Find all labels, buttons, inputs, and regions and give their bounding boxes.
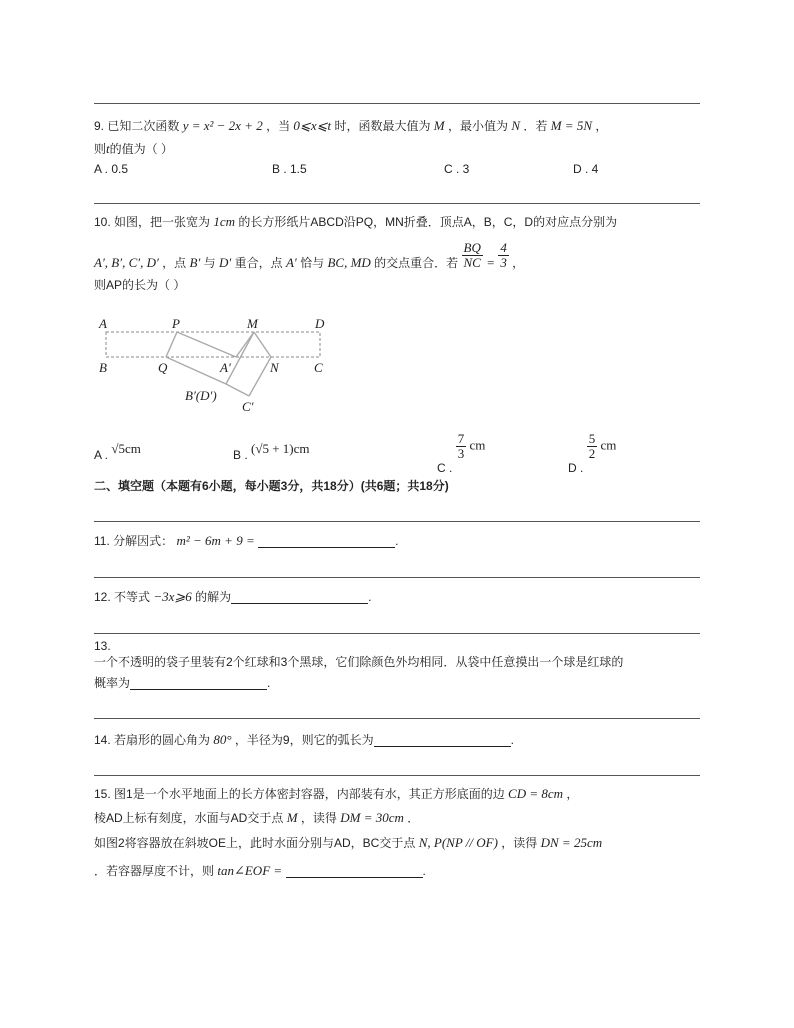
divider-q15 <box>94 775 700 776</box>
fold-line-mn <box>254 332 271 357</box>
label-C-prime: C′ <box>242 399 254 414</box>
q10-option-a[interactable]: A . √5cm <box>94 441 141 462</box>
label-Q: Q <box>158 360 168 375</box>
q14-answer-blank[interactable] <box>374 735 511 747</box>
q9-function: y = x² − 2x + 2 <box>182 118 263 133</box>
divider-q13 <box>94 633 700 634</box>
q9-line2: 则t的值为（ ） <box>94 141 173 156</box>
section-heading-fill-in: 二、填空题（本题有6小题，每小题3分，共18分）(共6题；共18分) <box>94 479 449 493</box>
divider-q14 <box>94 718 700 719</box>
q10-folding-figure <box>90 310 350 420</box>
q9-option-c[interactable]: C . 3 <box>444 162 470 176</box>
divider-q9 <box>94 103 700 104</box>
q15-line2: 棱AD上标有刻度，水面与AD交于点 M ，读得 DM = 30cm ． <box>94 810 420 825</box>
q13-line2: 概率为 . <box>94 676 271 690</box>
label-A-prime: A′ <box>220 360 231 375</box>
q12-answer-blank[interactable] <box>231 592 368 604</box>
q11-line: 11. 分解因式： m² − 6m + 9 = . <box>94 533 399 548</box>
q9-line1: 9. 已知二次函数 y = x² − 2x + 2 ，当 0⩽x⩽t 时，函数最大值为 M ，最小值为 N ．若 M = 5N ， <box>94 118 608 133</box>
label-P: P <box>172 316 180 331</box>
q10-line2: A′, B′, C′, D′ ，点 B′ 与 D′ 重合，点 A′ 恰与 BC, MD 的交点重合．若 $\frac{BQ}{NC}$ = $\frac{4}{3}$ ， <box>94 240 525 271</box>
q15-line4: ．若容器厚度不计，则 tan∠EOF = . <box>94 863 426 878</box>
label-N: N <box>270 360 279 375</box>
fold-edge-q-b2 <box>166 357 226 384</box>
label-M: M <box>247 316 258 331</box>
fold-edge-d2-c2 <box>226 384 249 396</box>
divider-q12 <box>94 577 700 578</box>
label-C: C <box>314 360 323 375</box>
q9-option-a[interactable]: A . 0.5 <box>94 162 129 176</box>
q10-option-d[interactable]: D . $\frac{5}{2}$ cm <box>568 431 617 475</box>
fold-edge-m-a2 <box>236 332 254 357</box>
q10-option-c[interactable]: C . $\frac{7}{3}$ cm <box>437 431 486 475</box>
q10-ratio-fraction: $\frac{BQ}{NC}$ <box>463 240 481 271</box>
fold-edge-n-c2 <box>249 357 271 396</box>
paper-rectangle <box>106 332 320 357</box>
q12-line: 12. 不等式 −3x⩾6 的解为 . <box>94 589 372 604</box>
q14-line: 14. 若扇形的圆心角为 80° ，半径为9，则它的弧长为 . <box>94 732 514 747</box>
fold-line-pq <box>166 332 177 357</box>
q13-line1: 一个不透明的袋子里装有2个红球和3个黑球，它们除颜色外均相同．从袋中任意摸出一个球是红球的 <box>94 655 624 669</box>
label-B: B <box>99 360 107 375</box>
label-B-prime-D-prime: B′(D′) <box>185 388 217 403</box>
label-A: A <box>99 316 107 331</box>
q13-answer-blank[interactable] <box>130 678 267 690</box>
q10-option-b[interactable]: B . (√5 + 1)cm <box>233 441 310 462</box>
q9-option-d[interactable]: D . 4 <box>573 162 599 176</box>
fold-edge-p-a2 <box>177 332 236 357</box>
divider-q11 <box>94 521 700 522</box>
divider-q10 <box>94 203 700 204</box>
q15-line3: 如图2将容器放在斜坡OE上，此时水面分别与AD，BC交于点 N, P(NP // OF) ，读得 DN = 25cm <box>94 835 603 850</box>
fold-edge-m-d2 <box>226 332 254 384</box>
q13-number: 13. <box>94 639 111 653</box>
q10-line1: 10. 如图，把一张宽为 1cm 的长方形纸片ABCD沿PQ，MN折叠．顶点A，B，C，D的对应点分别为 <box>94 214 618 229</box>
label-D: D <box>315 316 325 331</box>
q11-answer-blank[interactable] <box>258 536 395 548</box>
q15-answer-blank[interactable] <box>286 866 423 878</box>
q9-option-b[interactable]: B . 1.5 <box>272 162 307 176</box>
q10-line3: 则AP的长为（ ） <box>94 278 186 292</box>
q10-value-fraction: $\frac{4}{3}$ <box>500 240 507 271</box>
q15-line1: 15. 图1是一个水平地面上的长方体密封容器，内部装有水，其正方形底面的边 CD = 8cm ， <box>94 786 579 801</box>
